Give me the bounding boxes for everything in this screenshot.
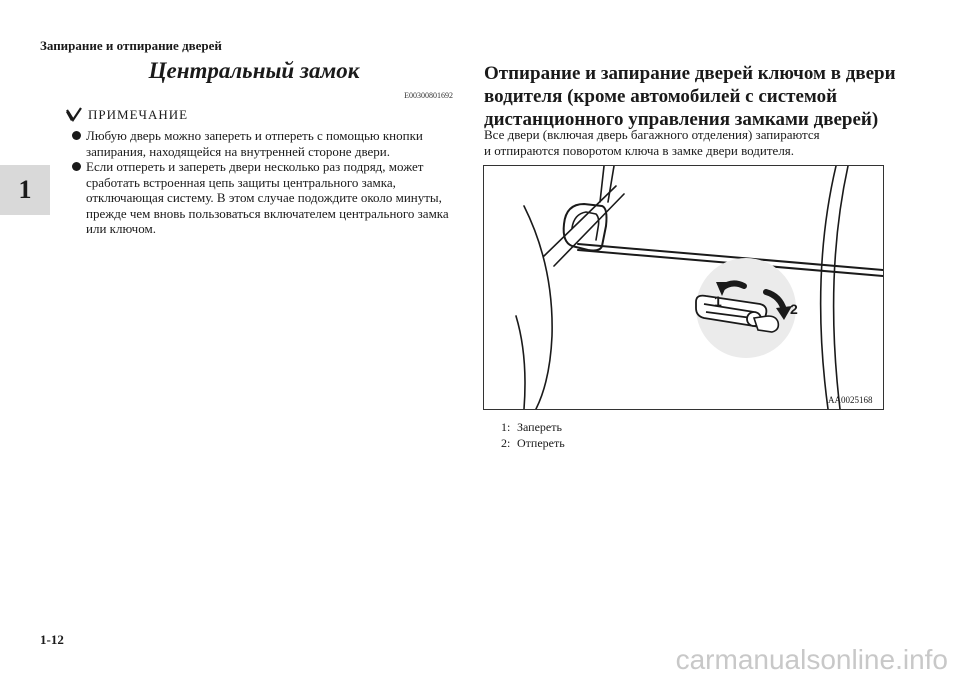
body-line: Все двери (включая дверь багажного отделения) запираются <box>484 127 820 142</box>
body-line: и отпираются поворотом ключа в замке двери водителя. <box>484 143 795 158</box>
note-bullets <box>72 128 456 237</box>
section-title-key-lock <box>484 62 904 131</box>
list-item <box>72 128 456 159</box>
arrow-label-2: 2 <box>790 301 798 317</box>
legend-item <box>501 419 565 435</box>
section-body <box>484 127 904 159</box>
chapter-tab <box>0 165 50 215</box>
note-pencil-icon <box>65 107 83 123</box>
bullet-dot-icon <box>72 131 81 140</box>
note-label: ПРИМЕЧАНИЕ <box>88 107 189 122</box>
legend-number: 2: <box>501 436 511 450</box>
note-header <box>65 107 188 123</box>
section-code: E00300801692 <box>404 91 453 100</box>
chapter-number: 1 <box>18 175 32 204</box>
legend-text: Отпереть <box>517 436 565 450</box>
legend-text: Запереть <box>517 420 562 434</box>
page-number: 1-12 <box>40 632 64 647</box>
legend-number: 1: <box>501 420 511 434</box>
list-item <box>72 159 456 237</box>
bullet-text: Если отпереть и запереть двери несколько раз подряд, может сработать встроенная цепь защиты центрального замка, отключающая систему. В этом случае подождите около минуты, прежде чем вновь пользоваться включателем центрального замка или ключом. <box>86 159 449 236</box>
title-line: Отпирание и запирание дверей ключом в двери <box>484 63 896 84</box>
bullet-dot-icon <box>72 162 81 171</box>
arrow-label-1: 1 <box>714 293 722 309</box>
title-line: дистанционного управления замками дверей) <box>484 109 879 130</box>
figure-code: AA0025168 <box>828 395 873 405</box>
figure-legend <box>501 419 565 451</box>
section-header: Запирание и отпирание дверей <box>40 38 222 53</box>
section-title-central-lock: Центральный замок <box>148 58 360 83</box>
watermark: carmanualsonline.info <box>675 644 948 675</box>
door-lock-illustration <box>483 165 884 410</box>
door-drawing <box>484 166 883 409</box>
bullet-text: Любую дверь можно запереть и отпереть с помощью кнопки запирания, находящейся на внутренней стороне двери. <box>86 128 423 159</box>
legend-item <box>501 435 565 451</box>
title-line: водителя (кроме автомобилей с системой <box>484 86 838 107</box>
